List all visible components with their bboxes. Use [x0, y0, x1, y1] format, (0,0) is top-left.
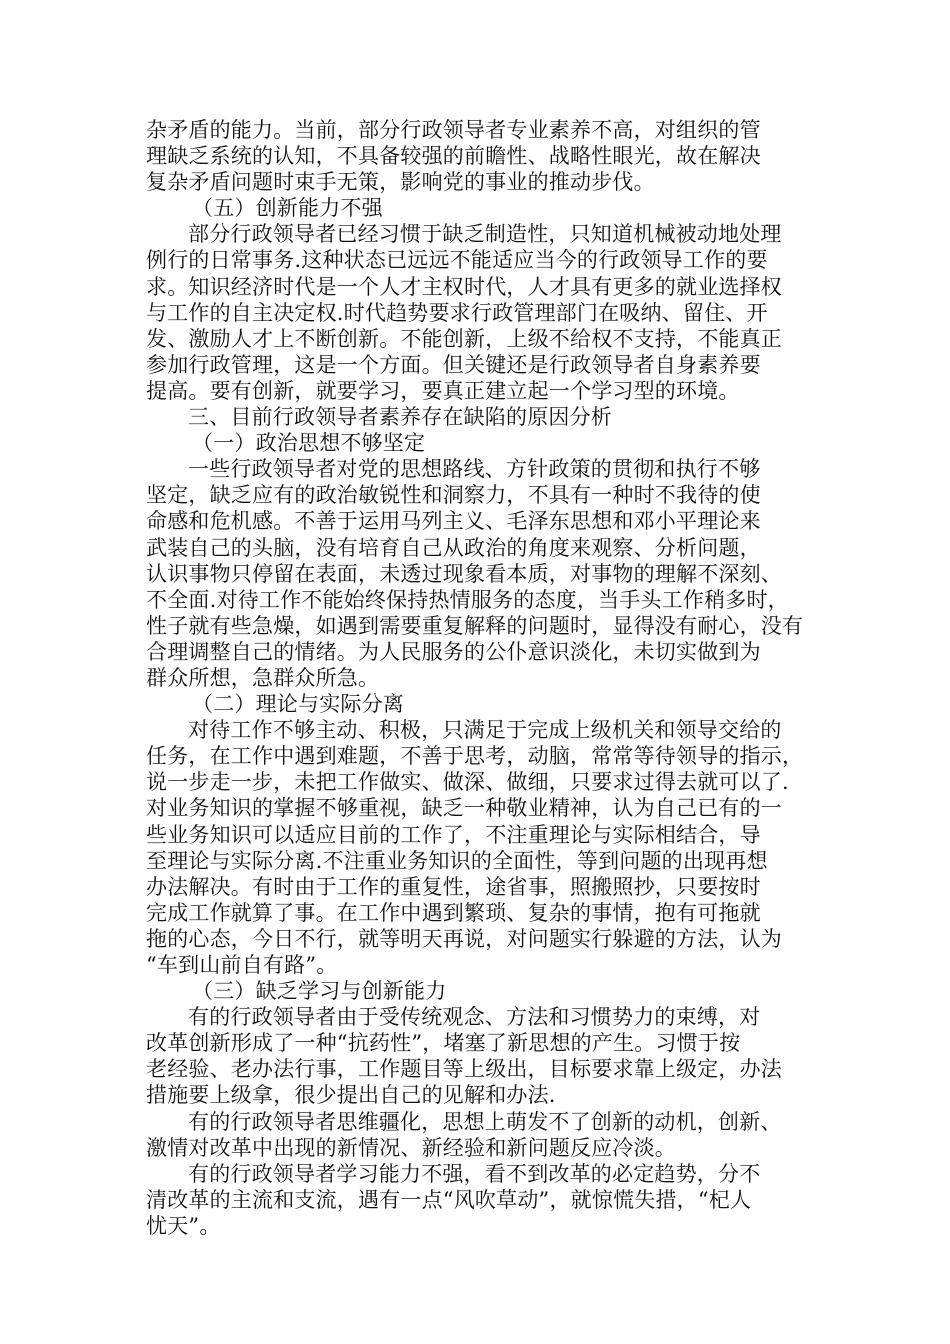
text-line: 合理调整自己的情绪。为人民服务的公仆意识淡化，未切实做到为 — [146, 639, 761, 664]
section-heading: 三、目前行政领导者素养存在缺陷的原因分析 — [188, 405, 612, 430]
text-line: 改革创新形成了一种“抗药性”，堵塞了新思想的产生。习惯于按 — [146, 1031, 741, 1056]
text-line: 命感和危机感。不善于运用马列主义、毛泽东思想和邓小平理论来 — [146, 509, 761, 534]
text-line: 提高。要有创新，就要学习，要真正建立起一个学习型的环境。 — [146, 378, 740, 403]
text-line: 至理论与实际分离.不注重业务知识的全面性，等到问题的出现再想 — [146, 848, 768, 873]
text-line: 群众所想，急群众所急。 — [146, 665, 380, 690]
text-line: 说一步走一步，未把工作做实、做深、做细，只要求过得去就可以了. — [146, 770, 789, 795]
text-line: 有的行政领导者学习能力不强，看不到改革的必定趋势，分不 — [188, 1161, 761, 1186]
text-line: 对待工作不够主动、积极，只满足于完成上级机关和领导交给的 — [188, 718, 782, 743]
document-body — [146, 117, 806, 1239]
text-line: 清改革的主流和支流，遇有一点“风吹草动”，就惊慌失措，“杞人 — [146, 1187, 752, 1212]
text-line: 办法解决。有时由于工作的重复性，途省事，照搬照抄，只要按时 — [146, 874, 761, 899]
text-line: 措施要上级拿，很少提出自己的见解和办法. — [146, 1083, 556, 1108]
text-line: 一些行政领导者对党的思想路线、方针政策的贯彻和执行不够 — [188, 457, 761, 482]
text-line: 性子就有些急燥，如遇到需要重复解释的问题时，显得没有耐心，没有 — [146, 613, 804, 638]
text-line: 任务，在工作中遇到难题，不善于思考，动脑，常常等待领导的指示， — [146, 744, 804, 769]
text-line: 忧天”。 — [146, 1213, 221, 1238]
text-line: 发、激励人才上不断创新。不能创新，上级不给权不支持，不能真正 — [146, 326, 782, 351]
text-line: 部分行政领导者已经习惯于缺乏制造性，只知道机械被动地处理 — [188, 222, 782, 247]
text-line: 对业务知识的掌握不够重视，缺乏一种敬业精神，认为自己已有的一 — [146, 796, 782, 821]
text-line: 认识事物只停留在表面，未透过现象看本质，对事物的理解不深刻、 — [146, 561, 782, 586]
text-line: 些业务知识可以适应目前的工作了，不注重理论与实际相结合，导 — [146, 822, 761, 847]
text-line: 理缺乏系统的认知，不具备较强的前瞻性、战略性眼光，故在解决 — [146, 144, 761, 169]
text-line: 与工作的自主决定权.时代趋势要求行政管理部门在吸纳、留住、开 — [146, 300, 768, 325]
text-line: 坚定，缺乏应有的政治敏锐性和洞察力，不具有一种时不我待的使 — [146, 483, 761, 508]
text-line: 有的行政领导者思维疆化，思想上萌发不了创新的动机，创新、 — [188, 1109, 782, 1134]
section-heading: （五）创新能力不强 — [192, 196, 383, 221]
text-line: 激情对改革中出现的新情况、新经验和新问题反应冷淡。 — [146, 1135, 676, 1160]
section-heading: （三）缺乏学习与创新能力 — [192, 979, 447, 1004]
section-heading: （二）理论与实际分离 — [192, 692, 404, 717]
text-line: 老经验、老办法行事，工作题目等上级出，目标要求靠上级定，办法 — [146, 1057, 782, 1082]
text-line: 杂矛盾的能力。当前，部分行政领导者专业素养不高，对组织的管 — [146, 118, 761, 142]
text-line: 武装自己的头脑，没有培育自己从政治的角度来观察、分析问题， — [146, 535, 761, 560]
text-line: 有的行政领导者由于受传统观念、方法和习惯势力的束缚，对 — [188, 1005, 761, 1030]
text-line: 求。知识经济时代是一个人才主权时代，人才具有更多的就业选择权 — [146, 274, 782, 299]
text-line: 完成工作就算了事。在工作中遇到繁琐、复杂的事情，抱有可拖就 — [146, 900, 761, 925]
text-line: 不全面.对待工作不能始终保持热情服务的态度，当手头工作稍多时， — [146, 587, 789, 612]
text-line: 拖的心态，今日不行，就等明天再说，对问题实行躲避的方法，认为 — [146, 926, 782, 951]
section-heading: （一）政治思想不够坚定 — [192, 431, 426, 456]
text-line: 参加行政管理，这是一个方面。但关键还是行政领导者自身素养要 — [146, 352, 761, 377]
text-line: 例行的日常事务.这种状态已远远不能适应当今的行政领导工作的要 — [146, 248, 768, 273]
text-line: 复杂矛盾问题时束手无策，影响党的事业的推动步伐。 — [146, 170, 655, 195]
text-line: “车到山前自有路”。 — [146, 953, 338, 977]
